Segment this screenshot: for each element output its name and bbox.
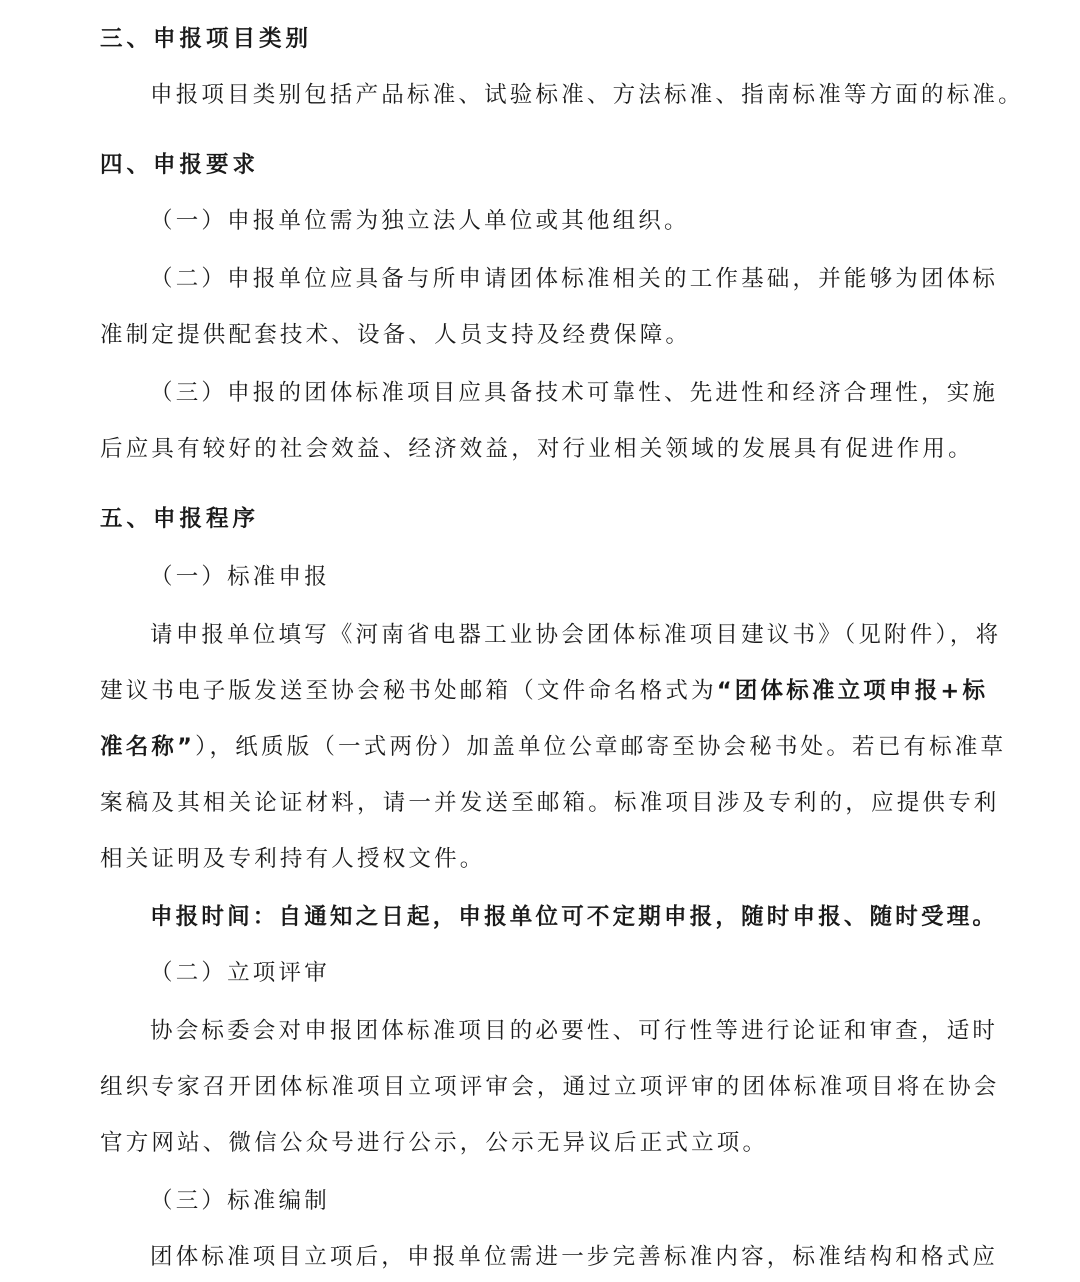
filename-format-bold-end: 准名称” <box>100 734 196 760</box>
requirement-1: （一）申报单位需为独立法人单位或其他组织。 <box>150 208 690 234</box>
subsection-2-title: （二）立项评审 <box>150 960 330 986</box>
section-4-heading: 四、申报要求 <box>100 152 260 178</box>
requirement-2-line-1: （二）申报单位应具备与所申请团体标准相关的工作基础，并能够为团体标 <box>150 266 999 292</box>
submission-time-note: 申报时间：自通知之日起，申报单位可不定期申报，随时申报、随时受理。 <box>150 904 999 930</box>
procedure-paragraph-line-3-text: ），纸质版（一式两份）加盖单位公章邮寄至协会秘书处。若已有标准草 <box>195 734 1007 760</box>
procedure-paragraph-line-4: 案稿及其相关论证材料，请一并发送至邮箱。标准项目涉及专利的，应提供专利 <box>100 790 1000 816</box>
requirement-3-line-1: （三）申报的团体标准项目应具备技术可靠性、先进性和经济合理性，实施 <box>150 380 999 406</box>
review-paragraph-line-1: 协会标委会对申报团体标准项目的必要性、可行性等进行论证和审查，适时 <box>150 1018 999 1044</box>
requirement-3-line-2: 后应具有较好的社会效益、经济效益，对行业相关领域的发展具有促进作用。 <box>100 436 974 462</box>
review-paragraph-line-3: 官方网站、微信公众号进行公示，公示无异议后正式立项。 <box>100 1130 769 1156</box>
section-5-heading: 五、申报程序 <box>100 506 260 532</box>
drafting-paragraph-line-1: 团体标准项目立项后，申报单位需进一步完善标准内容，标准结构和格式应 <box>150 1244 999 1270</box>
procedure-paragraph-line-2 <box>100 676 989 706</box>
procedure-paragraph-line-2-text: 建议书电子版发送至协会秘书处邮箱（文件命名格式为 <box>100 678 717 704</box>
section-3-heading: 三、申报项目类别 <box>100 26 313 52</box>
procedure-paragraph-line-3 <box>100 732 1007 762</box>
subsection-3-title: （三）标准编制 <box>150 1188 330 1214</box>
subsection-1-title: （一）标准申报 <box>150 564 330 590</box>
filename-format-bold: “团体标准立项申报+标 <box>716 678 989 704</box>
procedure-paragraph-line-1: 请申报单位填写《河南省电器工业协会团体标准项目建议书》（见附件），将 <box>150 622 1002 648</box>
procedure-paragraph-line-5: 相关证明及专利持有人授权文件。 <box>100 846 486 872</box>
review-paragraph-line-2: 组织专家召开团体标准项目立项评审会，通过立项评审的团体标准项目将在协会 <box>100 1074 1000 1100</box>
requirement-2-line-2: 准制定提供配套技术、设备、人员支持及经费保障。 <box>100 322 692 348</box>
section-3-paragraph: 申报项目类别包括产品标准、试验标准、方法标准、指南标准等方面的标准。 <box>150 82 1024 108</box>
